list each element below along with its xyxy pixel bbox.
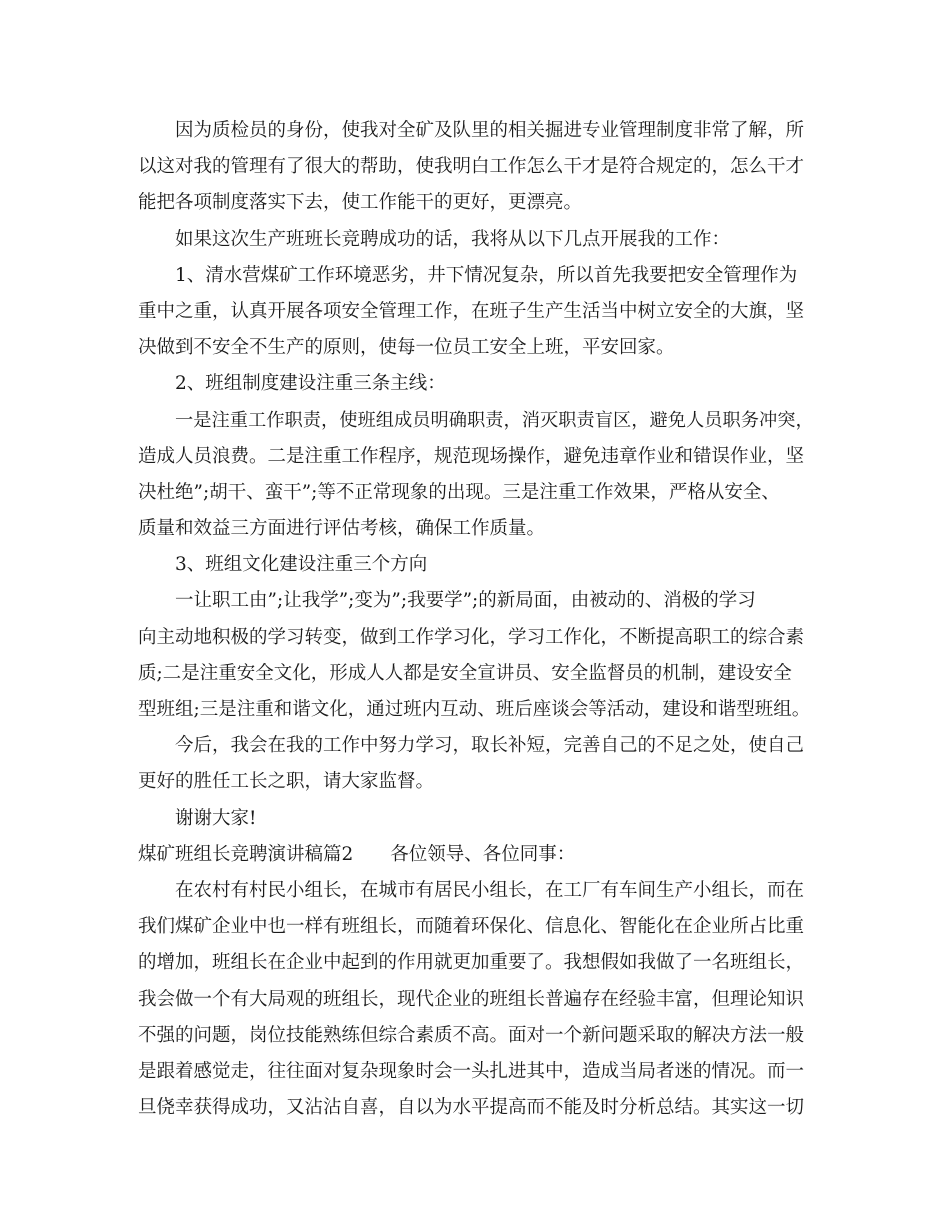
text-line: 向主动地积极的学习转变，做到工作学习化，学习工作化，不断提高职工的综合素 bbox=[138, 626, 805, 648]
text-line: 质量和效益三方面进行评估考核，确保工作质量。 bbox=[138, 518, 546, 540]
text-line: 我会做一个有大局观的班组长，现代企业的班组长普遍存在经验丰富，但理论知识 bbox=[138, 988, 805, 1010]
text-line: 煤矿班组长竞聘演讲稿篇2 各位领导、各位同事： bbox=[138, 843, 576, 865]
text-line: 不强的问题，岗位技能熟练但综合素质不高。面对一个新问题采取的解决方法一般 bbox=[138, 1024, 805, 1046]
text-line: 的增加，班组长在企业中起到的作用就更加重要了。我想假如我做了一名班组长， bbox=[138, 952, 805, 974]
text-line: 更好的胜任工长之职，请大家监督。 bbox=[138, 771, 435, 793]
document-body bbox=[138, 113, 818, 1126]
text-line: 如果这次生产班班长竞聘成功的话，我将从以下几点开展我的工作： bbox=[175, 228, 731, 250]
text-line: 造成人员浪费。二是注重工作程序，规范现场操作，避免违章作业和错误作业，坚 bbox=[138, 445, 805, 467]
text-line: 一让职工由”;让我学”;变为”;我要学”;的新局面，由被动的、消极的学习 bbox=[175, 590, 756, 612]
text-line: 重中之重，认真开展各项安全管理工作，在班子生产生活当中树立安全的大旗，坚 bbox=[138, 300, 805, 322]
text-line: 旦侥幸获得成功，又沾沾自喜，自以为水平提高而不能及时分析总结。其实这一切 bbox=[138, 1097, 805, 1119]
text-line: 我们煤矿企业中也一样有班组长，而随着环保化、信息化、智能化在企业所占比重 bbox=[138, 916, 805, 938]
text-line: 谢谢大家! bbox=[175, 807, 257, 829]
text-line: 是跟着感觉走，往往面对复杂现象时会一头扎进其中，造成当局者迷的情况。而一 bbox=[138, 1060, 805, 1082]
text-line: 一是注重工作职责，使班组成员明确职责，消灭职责盲区，避免人员职务冲突， bbox=[175, 409, 814, 431]
text-line: 今后，我会在我的工作中努力学习，取长补短，完善自己的不足之处，使自己 bbox=[175, 735, 805, 757]
text-line: 质;二是注重安全文化，形成人人都是安全宣讲员、安全监督员的机制，建设安全 bbox=[138, 662, 792, 684]
text-line: 型班组;三是注重和谐文化，通过班内互动、班后座谈会等活动，建设和谐型班组。 bbox=[138, 699, 811, 720]
text-line: 3、班组文化建设注重三个方向 bbox=[175, 554, 428, 576]
text-line: 1、清水营煤矿工作环境恶劣，井下情况复杂，所以首先我要把安全管理作为 bbox=[175, 264, 798, 286]
text-line: 以这对我的管理有了很大的帮助，使我明白工作怎么干才是符合规定的，怎么干才 bbox=[138, 156, 805, 178]
text-line: 因为质检员的身份，使我对全矿及队里的相关掘进专业管理制度非常了解，所 bbox=[175, 120, 805, 141]
text-line: 在农村有村民小组长，在城市有居民小组长，在工厂有车间生产小组长，而在 bbox=[175, 879, 805, 901]
text-line: 2、班组制度建设注重三条主线： bbox=[175, 373, 446, 395]
text-line: 能把各项制度落实下去，使工作能干的更好，更漂亮。 bbox=[138, 192, 583, 214]
text-line: 决杜绝”;胡干、蛮干”;等不正常现象的出现。三是注重工作效果，严格从安全、 bbox=[138, 481, 780, 503]
text-line: 决做到不安全不生产的原则，使每一位员工安全上班，平安回家。 bbox=[138, 337, 675, 359]
